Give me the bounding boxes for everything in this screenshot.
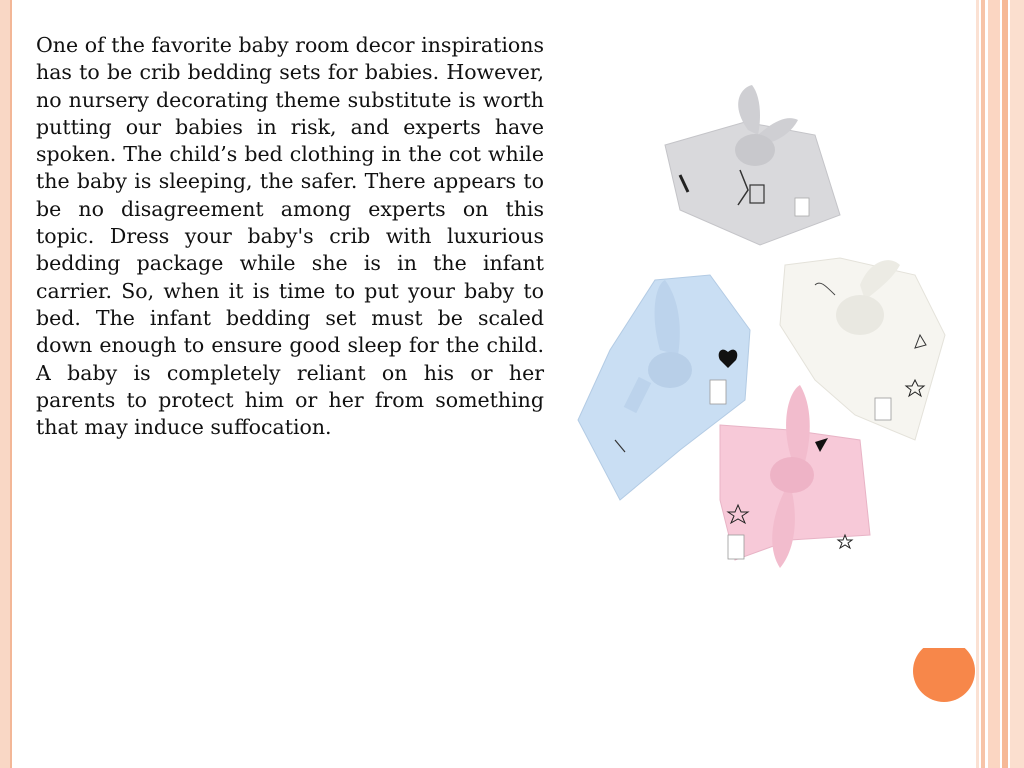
stripe [981,0,985,768]
stripe [1010,0,1024,768]
stripe [976,0,979,768]
orange-circle-ornament [913,640,975,702]
left-border-decoration [0,0,12,768]
circle-notch [913,638,975,648]
grey-bib [665,85,840,245]
product-image [570,80,960,580]
stripe [1002,0,1008,768]
slide-body-text: One of the favorite baby room decor inspirations has to be crib bedding sets for babies. However, no nursery decorating theme substitute is worth putting our babies in risk, and experts have spoken. The child’s bed clothing in the cot while the baby is sleeping, the safer. There appears to be no disagreement among experts on this topic. Dress your baby's crib with luxurious bedding package while she is in the infant carrier. So, when it is time to put your baby to bed. The infant bedding set must be scaled down enough to ensure good sleep for the child. A baby is completely reliant on his or her parents to protect him or her from something that may induce suffocation. [36,33,544,440]
stripe [988,0,1000,768]
pink-bib [720,385,870,568]
right-stripe-decoration [976,0,1024,768]
